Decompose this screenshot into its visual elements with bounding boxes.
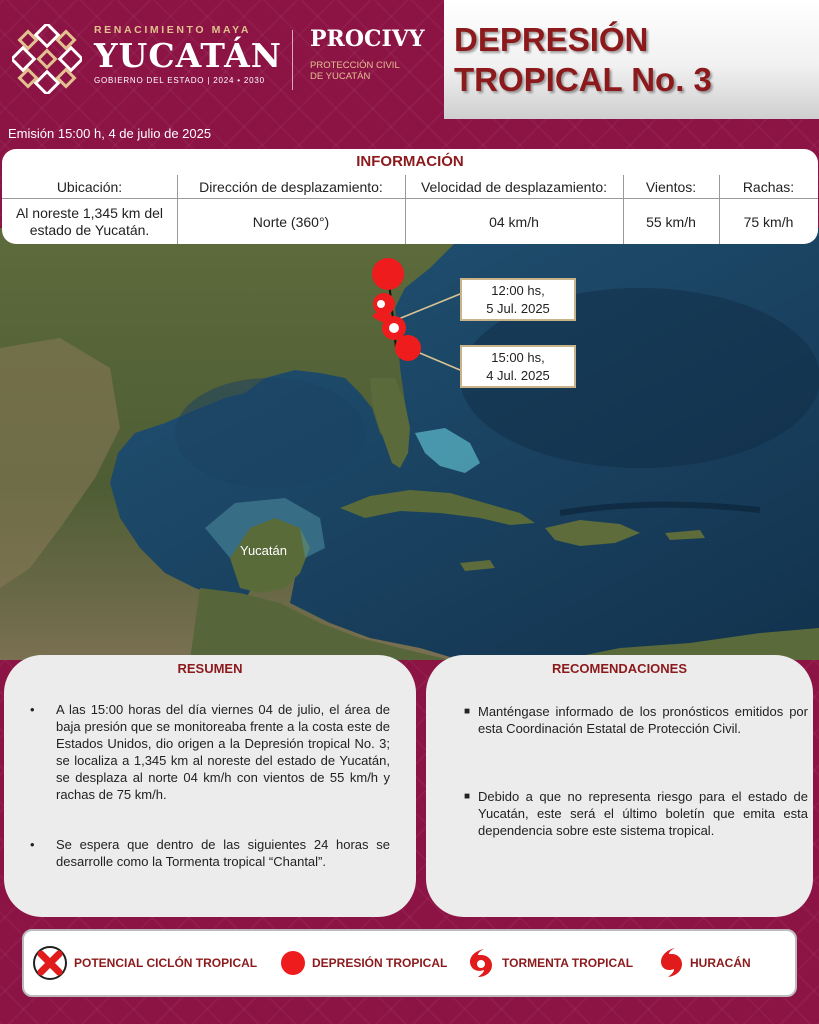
info-header-location: Ubicación: xyxy=(56,179,123,195)
bulletin-title-line2: TROPICAL No. 3 xyxy=(454,61,712,98)
x-circle-icon xyxy=(32,945,68,981)
info-col-location xyxy=(2,175,177,244)
hurricane-icon xyxy=(658,946,684,980)
callout-current-time xyxy=(460,345,576,388)
legend-item-tropical-storm xyxy=(466,931,633,995)
info-col-direction xyxy=(177,175,405,244)
info-header-gusts: Rachas: xyxy=(742,179,795,195)
info-value-direction: Norte (360°) xyxy=(252,213,330,230)
agency-name: PROCIVY xyxy=(310,26,425,52)
info-col-winds xyxy=(623,175,719,244)
legend-label: HURACÁN xyxy=(690,956,751,970)
callout-forecast-line2: 5 Jul. 2025 xyxy=(486,301,550,316)
info-col-gusts xyxy=(719,175,818,244)
legend-label: POTENCIAL CICLÓN TROPICAL xyxy=(74,956,258,970)
info-header-winds: Vientos: xyxy=(645,179,697,195)
callout-current-line2: 4 Jul. 2025 xyxy=(486,368,550,383)
square-bullet-icon: ■ xyxy=(464,706,471,717)
state-name: YUCATÁN xyxy=(94,36,282,75)
legend-item-hurricane xyxy=(658,931,751,995)
header xyxy=(0,0,819,120)
legend-label: DEPRESIÓN TROPICAL xyxy=(312,956,448,970)
callout-forecast-time xyxy=(460,278,576,321)
map-graphic xyxy=(0,228,819,660)
legend-item-depression xyxy=(280,931,447,995)
square-bullet-icon: ■ xyxy=(464,791,471,802)
yucatan-logo-icon xyxy=(12,24,82,94)
info-value-speed: 04 km/h xyxy=(489,213,539,230)
recommendation-item-text: Debido a que no representa riesgo para el estado de Yucatán, este será el último boletín que emita esta dependencia sobre este sistema tropical. xyxy=(478,789,808,838)
info-value-winds: 55 km/h xyxy=(646,213,696,230)
gulf-deep-water xyxy=(175,378,365,488)
information-table xyxy=(2,149,818,244)
recommendation-item-text: Manténgase informado de los pronósticos emitidos por esta Coordinación Estatal de Protección Civil. xyxy=(478,704,808,736)
forecast-position-eye xyxy=(377,300,385,308)
info-col-speed xyxy=(405,175,623,244)
legend xyxy=(22,929,797,997)
bulletin-title-line1: DEPRESIÓN xyxy=(454,21,649,58)
forecast-position-marker xyxy=(372,258,404,290)
emission-timestamp: Emisión 15:00 h, 4 de julio de 2025 xyxy=(8,126,212,141)
summary-item xyxy=(30,836,390,870)
current-position-marker xyxy=(395,335,421,361)
callout-forecast-line1: 12:00 hs, xyxy=(491,283,545,298)
gov-tagline: RENACIMIENTO MAYA xyxy=(94,24,251,36)
summary-panel xyxy=(4,655,416,917)
recommendations-title: RECOMENDACIONES xyxy=(551,661,688,676)
recommendation-item xyxy=(464,788,808,839)
summary-item-text: Se espera que dentro de las siguientes 24 horas se desarrolle como la Tormenta tropical “Chantal”. xyxy=(56,837,390,869)
map-region-label: Yucatán xyxy=(240,543,287,558)
tropical-storm-icon xyxy=(466,946,496,980)
agency-subtitle: PROTECCIÓN CIVIL DE YUCATÁN xyxy=(310,60,400,82)
info-header-speed: Velocidad de desplazamiento: xyxy=(420,179,608,195)
table-divider xyxy=(623,175,624,244)
callout-current-line1: 15:00 hs, xyxy=(491,350,545,365)
legend-item-potential-cyclone xyxy=(32,931,257,995)
gov-subtitle: GOBIERNO DEL ESTADO | 2024 • 2030 xyxy=(94,76,265,85)
bullet-icon: • xyxy=(30,702,35,717)
table-divider xyxy=(2,198,818,199)
bullet-icon: • xyxy=(30,837,35,852)
summary-title: RESUMEN xyxy=(177,661,243,676)
agency-block xyxy=(310,26,440,82)
satellite-map xyxy=(0,228,819,660)
government-block xyxy=(94,24,284,85)
info-value-gusts: 75 km/h xyxy=(743,213,794,230)
summary-item-text: A las 15:00 horas del día viernes 04 de julio, el área de baja presión que se monitoreaba frente a la costa este de Estados Unidos, dio origen a la Depresión tropical No. 3; se localiza a 1,345 km al noreste del estado de Yucatán, se desplaza al norte 04 km/h con vientos de 55 km/h y rachas de 75 km/h. xyxy=(56,702,390,802)
table-divider xyxy=(405,175,406,244)
forecast-position-eye xyxy=(389,323,399,333)
recommendation-item xyxy=(464,703,808,737)
legend-label: TORMENTA TROPICAL xyxy=(502,956,634,970)
table-divider xyxy=(719,175,720,244)
bulletin-title-box xyxy=(444,0,819,119)
red-dot-icon xyxy=(280,950,306,976)
info-value-location: Al noreste 1,345 km del estado de Yucatán. xyxy=(15,205,164,238)
recommendations-panel xyxy=(426,655,813,917)
info-header-direction: Dirección de desplazamiento: xyxy=(199,179,383,195)
information-title: INFORMACIÓN xyxy=(356,153,464,170)
summary-item xyxy=(30,701,390,803)
header-divider xyxy=(292,30,293,90)
table-divider xyxy=(177,175,178,244)
